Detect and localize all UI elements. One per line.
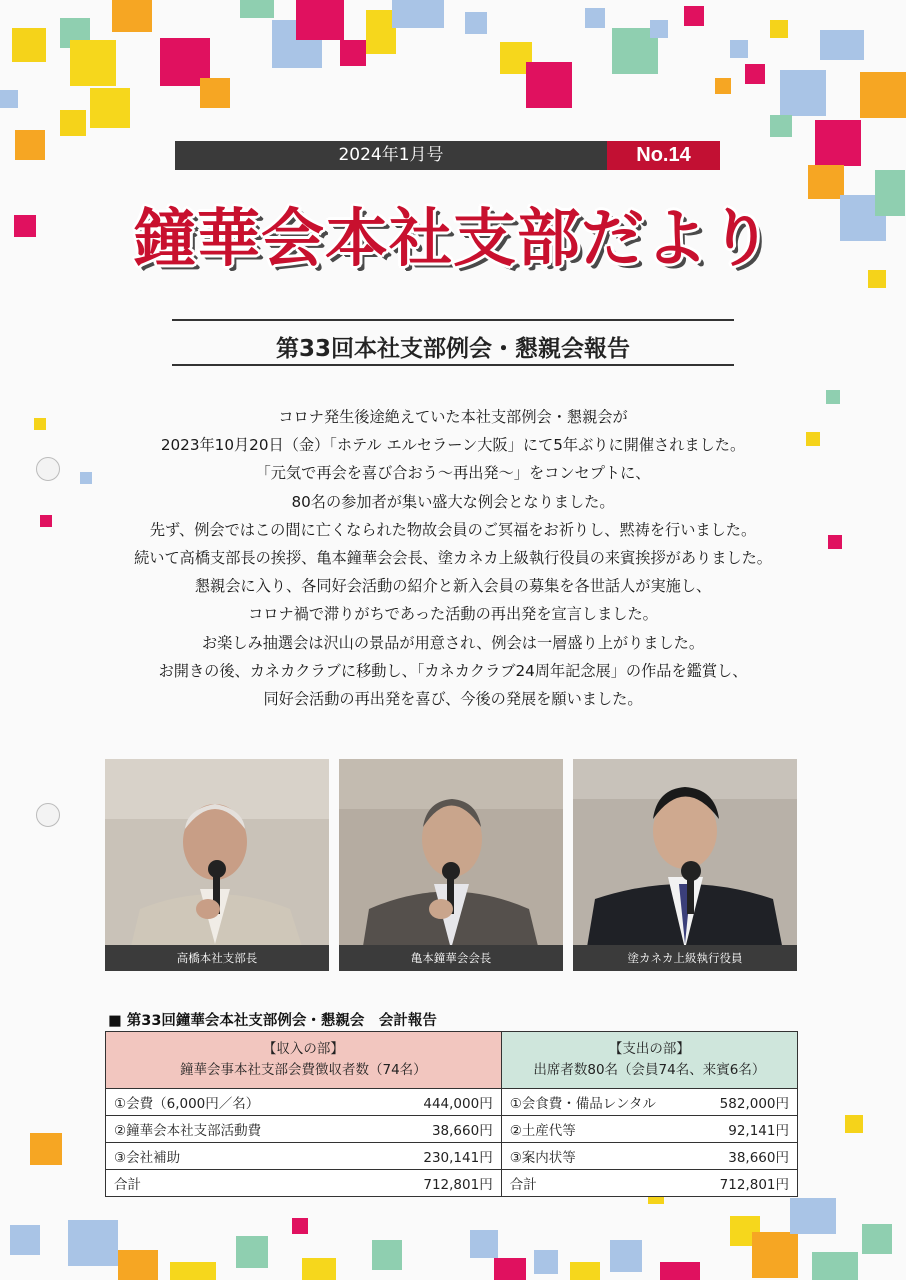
body-line: 続いて高橋支部長の挨拶、亀本鐘華会会長、塗カネカ上級執行役員の来賓挨拶がありました。 xyxy=(134,549,772,568)
table-total-row xyxy=(106,1170,798,1197)
body-line: 先ず、例会ではこの間に亡くなられた物故会員のご冥福をお祈りし、黙祷を行いました。 xyxy=(149,520,757,539)
photo-branch-chief xyxy=(105,759,329,971)
expense-subtitle: 出席者数80名（会員74名、来賓6名） xyxy=(533,1062,766,1078)
table-header-row xyxy=(106,1032,798,1089)
speaker-photo xyxy=(573,759,797,971)
body-line: 同好会活動の再出発を喜び、今後の発展を願いました。 xyxy=(263,690,643,709)
photo-caption: 塗カネカ上級執行役員 xyxy=(573,945,797,971)
expense-title: 【支出の部】 xyxy=(608,1041,690,1057)
section-title: 第33回本社支部例会・懇親会報告 xyxy=(275,336,630,362)
body-line: 2023年10月20日（金）「ホテル エルセラーン大阪」にて5年ぶりに開催されました。 xyxy=(160,436,746,455)
expense-header xyxy=(501,1032,797,1089)
income-amount: 444,000円 xyxy=(365,1089,501,1116)
body-line: 懇親会に入り、各同好会活動の紹介と新入会員の募集を各世話人が実施し、 xyxy=(194,577,712,596)
expense-total-amount: 712,801円 xyxy=(695,1170,797,1197)
section-rule-top xyxy=(172,319,734,321)
body-line: 「元気で再会を喜び合おう～再出発～」をコンセプトに、 xyxy=(255,464,651,483)
table-row xyxy=(106,1089,798,1116)
expense-amount: 582,000円 xyxy=(695,1089,797,1116)
income-total-amount: 712,801円 xyxy=(365,1170,501,1197)
income-amount: 38,660円 xyxy=(365,1116,501,1143)
body-line: コロナ発生後途絶えていた本社支部例会・懇親会が xyxy=(278,408,628,426)
photo-kaneka-officer xyxy=(573,759,797,971)
income-header xyxy=(106,1032,502,1089)
income-title: 【収入の部】 xyxy=(262,1041,344,1057)
photo-caption: 亀本鐘華会会長 xyxy=(339,945,563,971)
binder-hole xyxy=(36,803,60,827)
photo-association-chairman xyxy=(339,759,563,971)
income-label: ①会費（6,000円／名） xyxy=(106,1089,366,1116)
section-rule-bottom xyxy=(172,364,734,366)
expense-label: ③案内状等 xyxy=(501,1143,695,1170)
body-line: お開きの後、カネカクラブに移動し、「カネカクラブ24周年記念展」の作品を鑑賞し、 xyxy=(158,661,748,680)
report-heading: ■ 第33回鐘華会本社支部例会・懇親会 会計報告 xyxy=(108,1013,437,1029)
issue-date: 2024年1月号 xyxy=(338,145,444,165)
income-label: ②鐘華会本社支部活動費 xyxy=(106,1116,366,1143)
newsletter-title: 鐘華会本社支部だより xyxy=(133,202,773,275)
body-line: コロナ禍で滞りがちであった活動の再出発を宣言しました。 xyxy=(248,605,658,624)
report-body xyxy=(60,403,846,713)
income-total-label: 合計 xyxy=(106,1170,366,1197)
speaker-photo xyxy=(339,759,563,971)
expense-amount: 92,141円 xyxy=(695,1116,797,1143)
speaker-photo xyxy=(105,759,329,971)
issue-number-badge: No.14 xyxy=(607,141,720,170)
photo-caption: 高橋本社支部長 xyxy=(105,945,329,971)
income-label: ③会社補助 xyxy=(106,1143,366,1170)
expense-label: ①会食費・備品レンタル xyxy=(501,1089,695,1116)
body-line: お楽しみ抽選会は沢山の景品が用意され、例会は一層盛り上がりました。 xyxy=(201,633,705,652)
expense-total-label: 合計 xyxy=(501,1170,695,1197)
table-row xyxy=(106,1143,798,1170)
accounting-table xyxy=(105,1031,798,1197)
table-row xyxy=(106,1116,798,1143)
expense-amount: 38,660円 xyxy=(695,1143,797,1170)
expense-label: ②土産代等 xyxy=(501,1116,695,1143)
binder-hole xyxy=(36,457,60,481)
body-line: 80名の参加者が集い盛大な例会となりました。 xyxy=(291,492,615,511)
income-subtitle: 鐘華会事本社支部会費徴収者数（74名） xyxy=(180,1062,427,1078)
income-amount: 230,141円 xyxy=(365,1143,501,1170)
